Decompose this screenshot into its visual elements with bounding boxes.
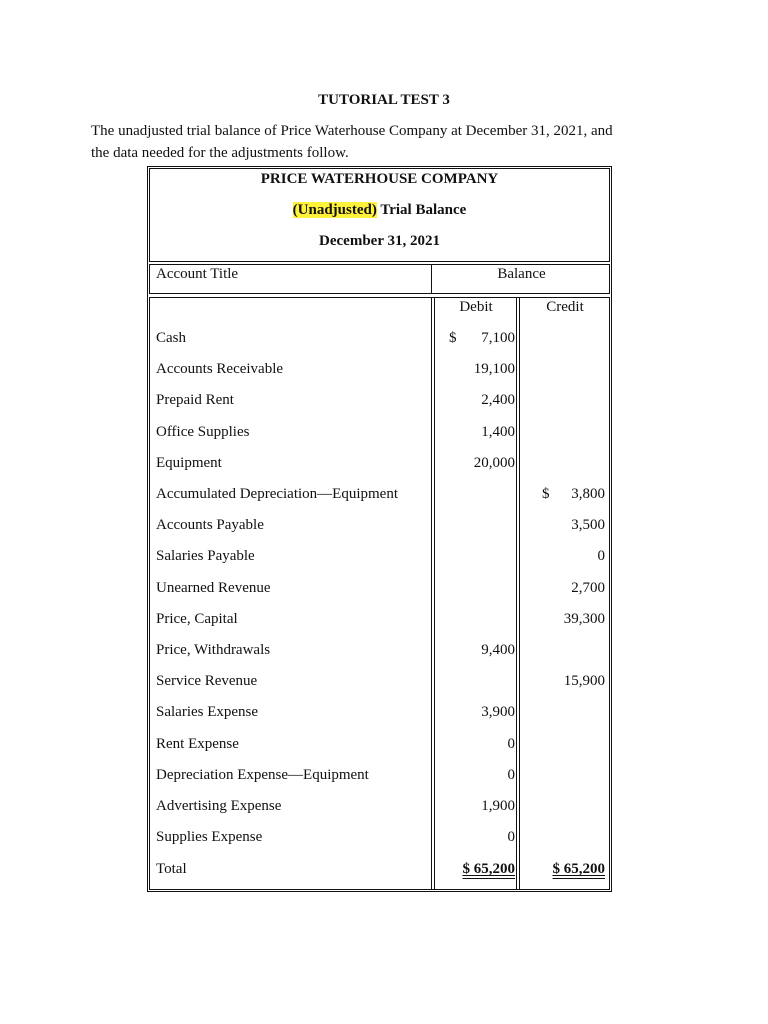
account-title-header: Account Title (156, 266, 239, 282)
debit-amount: 3,900 (481, 704, 515, 720)
debit-right-divider (516, 297, 517, 890)
account-title: Service Revenue (156, 673, 258, 689)
account-title: Price, Capital (156, 611, 238, 627)
account-title: Salaries Payable (156, 548, 255, 564)
debit-amount: 9,400 (481, 642, 515, 658)
unadjusted-highlight: (Unadjusted) (292, 202, 377, 218)
credit-amount: 3,800 (571, 486, 605, 502)
credit-header: Credit (546, 299, 584, 315)
account-title: Price, Withdrawals (156, 642, 271, 658)
intro-paragraph (91, 120, 691, 164)
account-title: Prepaid Rent (156, 392, 234, 408)
intro-line-1: The unadjusted trial balance of Price Waterhouse Company at December 31, 2021, and (91, 123, 613, 139)
credit-amount: 3,500 (571, 517, 605, 533)
trial-balance-date: December 31, 2021 (319, 233, 440, 249)
debit-amount: 1,900 (481, 798, 515, 814)
debit-amount: 7,100 (481, 330, 515, 346)
debit-amount: 1,400 (481, 424, 515, 440)
credit-dollar-sign: $ (542, 486, 550, 502)
total-label: Total (156, 861, 187, 877)
account-title: Unearned Revenue (156, 580, 271, 596)
debit-header: Debit (459, 299, 493, 315)
account-title: Depreciation Expense—Equipment (156, 767, 369, 783)
debit-amount: 20,000 (473, 455, 515, 471)
account-title: Office Supplies (156, 424, 250, 440)
total-credit-value: $ 65,200 (552, 861, 605, 877)
credit-amount: 2,700 (571, 580, 605, 596)
account-title: Accounts Receivable (156, 361, 284, 377)
debit-amount: 0 (507, 829, 515, 845)
credit-amount: 0 (597, 548, 605, 564)
total-debit (432, 861, 515, 878)
total-debit-value: $ 65,200 (462, 861, 515, 877)
trial-balance-title (149, 202, 610, 219)
debit-dollar-sign: $ (449, 330, 457, 346)
account-title: Equipment (156, 455, 222, 471)
debit-amount: 0 (507, 736, 515, 752)
account-title: Cash (156, 330, 186, 346)
page-title: TUTORIAL TEST 3 (318, 92, 450, 108)
account-title: Rent Expense (156, 736, 239, 752)
account-title: Supplies Expense (156, 829, 263, 845)
account-title: Accumulated Depreciation—Equipment (156, 486, 398, 502)
total-credit (518, 861, 605, 878)
trial-balance-title-rest: Trial Balance (376, 202, 467, 218)
account-title: Advertising Expense (156, 798, 282, 814)
debit-amount: 19,100 (473, 361, 515, 377)
account-title: Salaries Expense (156, 704, 259, 720)
account-title: Accounts Payable (156, 517, 264, 533)
debit-amount: 0 (507, 767, 515, 783)
debit-amount: 2,400 (481, 392, 515, 408)
balance-header: Balance (497, 266, 546, 282)
company-name: PRICE WATERHOUSE COMPANY (260, 171, 499, 187)
intro-line-2: the data needed for the adjustments follow. (91, 145, 349, 161)
credit-amount: 15,900 (563, 673, 605, 689)
credit-amount: 39,300 (563, 611, 605, 627)
